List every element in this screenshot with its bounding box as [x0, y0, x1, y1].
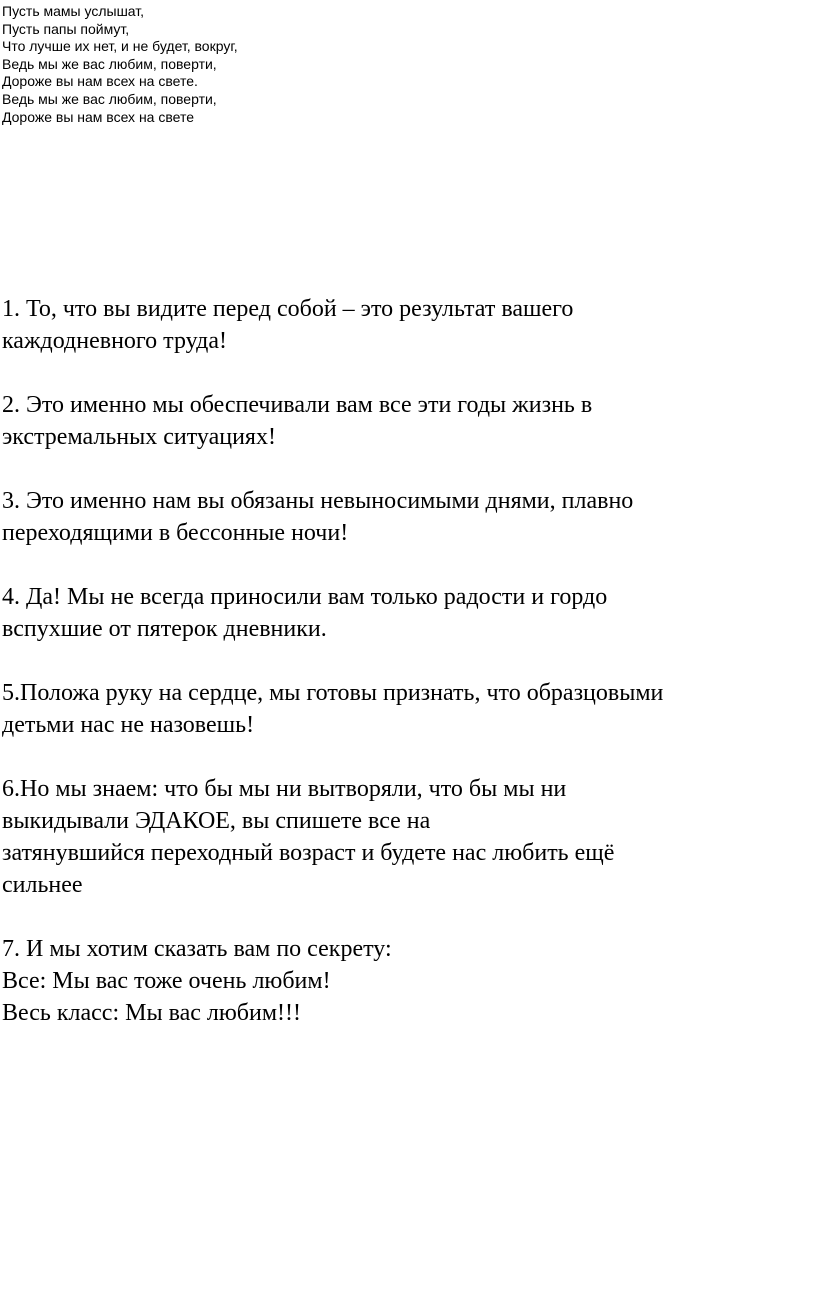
poem-line: Пусть мамы услышат,	[2, 3, 145, 19]
speech-line: Весь класс: Мы вас любим!!!	[2, 1000, 302, 1026]
poem-line: Дороже вы нам всех на свете	[2, 108, 195, 125]
speech-line: затянувшийся переходный возраст и будете нас любить ещё	[2, 840, 615, 866]
speech-line: вспухшие от пятерок дневники.	[2, 616, 327, 642]
poem-line: Что лучше их нет, и не будет, вокруг,	[2, 38, 238, 55]
speech-line: экстремальных ситуациях!	[2, 424, 276, 450]
speech-item-4	[2, 581, 812, 645]
poem-block	[2, 3, 238, 126]
speech-line: Все: Мы вас тоже очень любим!	[2, 968, 331, 994]
speech-line: 5.Положа руку на сердце, мы готовы признать, что образцовыми	[2, 680, 664, 706]
speech-line: 7. И мы хотим сказать вам по секрету:	[2, 936, 392, 962]
poem-line: Ведь мы же вас любим, поверти,	[2, 55, 217, 72]
speech-line: 1. То, что вы видите перед собой – это результат вашего	[2, 296, 574, 322]
speech-line: сильнее	[2, 872, 83, 898]
speech-line: 4. Да! Мы не всегда приносили вам только радости и гордо	[2, 584, 608, 610]
speech-line: 3. Это именно нам вы обязаны невыносимыми днями, плавно	[2, 488, 634, 514]
speech-line: переходящими в бессонные ночи!	[2, 520, 349, 546]
speech-item-6	[2, 773, 812, 901]
speech-item-5	[2, 677, 812, 741]
speech-item-3	[2, 485, 812, 549]
speech-line: детьми нас не назовешь!	[2, 712, 255, 738]
poem-line: Пусть папы поймут,	[2, 20, 130, 37]
speech-item-1	[2, 293, 812, 357]
speech-line: 6.Но мы знаем: что бы мы ни вытворяли, что бы мы ни	[2, 776, 567, 802]
speech-block	[2, 293, 812, 1061]
poem-line: Дороже вы нам всех на свете.	[2, 73, 198, 90]
speech-line: выкидывали ЭДАКОЕ, вы спишете все на	[2, 808, 431, 834]
speech-item-2	[2, 389, 812, 453]
speech-line: каждодневного труда!	[2, 328, 227, 354]
speech-item-7	[2, 933, 812, 1029]
poem-line: Ведь мы же вас любим, поверти,	[2, 90, 217, 107]
speech-line: 2. Это именно мы обеспечивали вам все эти годы жизнь в	[2, 392, 593, 418]
